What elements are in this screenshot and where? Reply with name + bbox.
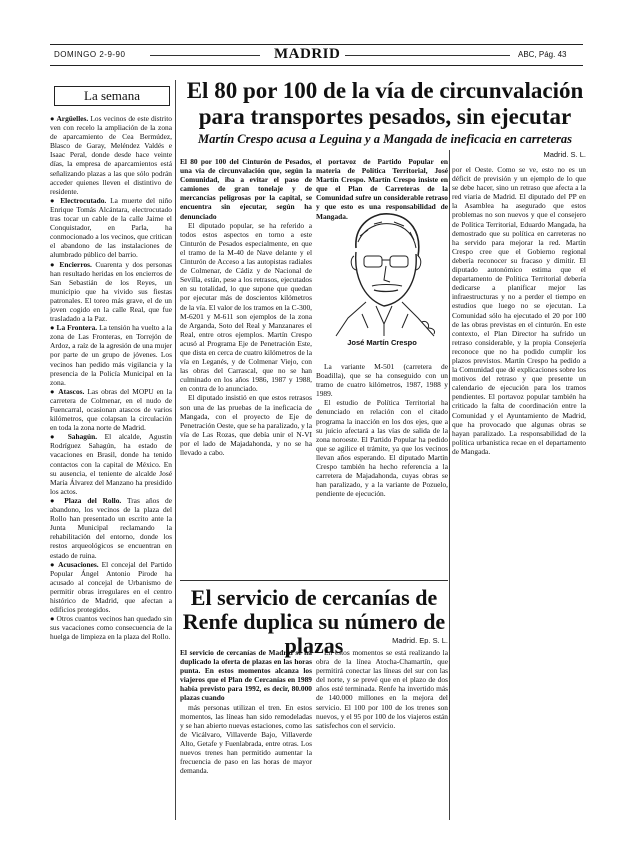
sidebar-item-text: Cuarenta y dos personas han resultado heridas en los encierros de San Sebastián de los Reyes, un municipio que ha vivido sus fiestas patronales. El toreo más grave, el de un joven cogido en la calle Real, que fue trasladado a la Paz. <box>50 259 172 324</box>
article1-lead-2: el portavoz de Partido Popular en materia de Política Territorial, José Martín Crespo. Martín Crespo insiste en que el Plan de Carreteras de la Comunidad sufre un considerable retraso y que esto es una responsabilidad de Mangada. <box>316 157 448 221</box>
sidebar-item: ● Acusaciones. El concejal del Partido Popular Ángel Antonio Pirode ha acusado al concejal de Urbanismo de permitir obras irregulares en el centro histórico de Madrid, que afectan a edificios protegidos. <box>50 559 173 615</box>
sidebar-item-head: Encierros. <box>59 259 92 269</box>
sidebar-item-head: La Frontera. <box>56 323 98 333</box>
portrait-illustration <box>318 202 448 338</box>
sidebar-item-text: El alcalde, Agustín Rodríguez Sahagún, ha estado de vacaciones en Brasil, donde ha tenido contactos con la capital de México. En su ausencia, el teniente de alcalde José María Álvarez del Manzano ha presidido los actos. <box>50 432 172 496</box>
sidebar-item-head: Plaza del Rollo. <box>64 495 122 505</box>
sidebar-item-head: Atascos. <box>58 386 85 396</box>
sidebar-item: ● Otros cuantos vecinos han quedado sin sus vacaciones como consecuencia de la huelga de limpieza en la plaza del Rollo. <box>50 614 172 642</box>
sidebar-item-head: Acusaciones. <box>58 559 99 569</box>
masthead-rule-left <box>150 55 260 56</box>
masthead-page: ABC, Pág. 43 <box>518 50 567 59</box>
article2-column-2 <box>316 648 448 823</box>
sidebar-item-text: Tras años de abandono, los vecinos de la plaza del Rollo han presentado un escrito ante la Junta Municipal reclamando la rehabilitación del entorno, donde los restos arqueológicos se encuentran en estado de ruina. <box>50 495 173 560</box>
sidebar-item-text: Las obras del MOPU en la carretera de Colmenar, en el nudo de Fuencarral, ocasionan atascos de varios kilómetros, que colapsan la circulación en toda la zona norte de Madrid. <box>50 386 172 433</box>
article2-lead: El servicio de cercanías de Madrid se ha duplicado la oferta de plazas en las horas punta. En estos momentos alcanza los viajeros que el Plan de Cercanías en 1989 había previsto para 1992, es decir, 80.000 plazas cuando <box>180 648 312 703</box>
portrait-caption: José Martín Crespo <box>347 338 417 347</box>
article1-col2-body: El estudio de Política Territorial ha denunciado en relación con el citado programa la inacción en los dos ejes, que a su juicio afectará a las vías de salida de la zona noroeste. El Partido Popular ha pedido que se agilice el trámite, ya que los vecinos llevan años esperando. El diputado Martín Crespo también ha hecho referencia a la carretera de Majadahonda, cuyas obras se han paralizado, y a la variante de Pozuelo, pendiente de ejecución. <box>316 398 448 499</box>
article1-subheadline: Martín Crespo acusa a Leguina y a Mangada de ineficacia en carreteras <box>198 132 572 146</box>
sidebar-item: ● Plaza del Rollo. Tras años de abandono, los vecinos de la plaza del Rollo han presentado un escrito ante la Junta Municipal reclamando la rehabilitación del entorno, donde los restos arqueológicos se encuentran en estado de ruina. <box>50 495 173 560</box>
sidebar-item: ● Argüelles. Los vecinos de este distrito ven con recelo la ampliación de la zona de aparcamiento de Cea Bermúdez, Blasco de Garay, Meléndez Valdés e Isaac Peral, donde desde hace veinte días, la empresa de aparcamientos está señalizando plazas a las que sólo podrán acceder quienes lleven el distintivo de residente. <box>50 114 172 196</box>
sidebar-divider <box>175 80 176 820</box>
sidebar-item-text: El concejal del Partido Popular Ángel Antonio Pirode ha acusado al concejal de Urbanismo de permitir obras irregulares en el centro histórico de Madrid, que afectan a edificios protegidos. <box>50 559 173 615</box>
article1-col3-body: por el Oeste. Como se ve, esto no es un déficit de previsión y un ejemplo de lo que se debe hacer, sino un retraso que afecta a la red viaria de Madrid. El diputado del PP en la Asamblea ha asegurado que estos problemas no son nuevos y que el consejero de Política Territorial, Eduardo Mangada, ha demostrado que su política en carreteras no ha servido para mejorar la red. Martín Crespo cree que el Gobierno regional debería reconocer su fracaso y dimitir. El diputado autonómico estima que el departamento de Política Territorial debería dedicarse a planificar mejor las infraestructuras y no a perder el tiempo en estudios que luego no se ejecutan. La Comunidad sólo ha ejecutado el 20 por 100 de las obras previstas en el cinturón. En este contexto, el Plan Director ha sufrido un retraso considerable, y la propia Consejería reconoce que no ha podido cumplir los plazos previstos. Martín Crespo ha pedido a la Comunidad que dé explicaciones sobre los motivos del retraso y que presente un calendario de ejecución para los tramos pendientes. El portavoz popular también ha criticado la falta de coordinación entre la Comunidad y el Ayuntamiento de Madrid, que ha provocado que algunas obras se hayan paralizado. La responsabilidad de la política urbanística recae en el departamento de Mangada. <box>452 165 586 456</box>
article1-byline: Madrid. S. L. <box>543 150 586 159</box>
masthead-rule-right <box>345 55 510 56</box>
masthead-section: MADRID <box>274 46 341 62</box>
sidebar-item: ● La Frontera. La tensión ha vuelto a la zona de Las Fronteras, en Torrejón de Ardoz, a raíz de la agresión de una mujer por parte de un grupo de jóvenes. Los vecinos han pedido más vigilancia y la presencia de la Policía Municipal en la zona. <box>50 323 173 387</box>
sidebar-item-text: Otros cuantos vecinos han quedado sin sus vacaciones como consecuencia de la huelga de limpieza en la plaza del Rollo. <box>50 614 172 642</box>
article1-column-3 <box>452 165 586 815</box>
portrait-sketch-icon <box>318 202 448 338</box>
article1-body-2: El diputado insistió en que estos retrasos son una de las pruebas de la ineficacia de Mangada, con el proyecto de Eje de Penetración Oeste, que se ha paralizado, y la vía de Las Rozas, que debía unir el N-VI por el lado de Majadahonda, y no se ha llevado a cabo. <box>180 393 312 457</box>
sidebar-item-head: Electrocutado. <box>60 195 107 205</box>
sidebar-item: ● Atascos. Las obras del MOPU en la carretera de Colmenar, en el nudo de Fuencarral, ocasionan atascos de varios kilómetros, que colapsan la circulación en toda la zona norte de Madrid. <box>50 386 172 433</box>
article2-headline: El servicio de cercanías de Renfe duplica su número de plazas <box>182 585 446 658</box>
sidebar-item-head: Sahagún. <box>67 432 98 442</box>
sidebar-item-text: La tensión ha vuelto a la zona de Las Fronteras, en Torrejón de Ardoz, a raíz de la agresión de una mujer por parte de un grupo de jóvenes. Los vecinos han pedido más vigilancia y la presencia de la Policía Municipal en la zona. <box>50 323 173 387</box>
sidebar-item-head: Argüelles. <box>56 114 89 123</box>
article1-column-2 <box>316 362 448 574</box>
sidebar-item-text: Los vecinos de este distrito ven con recelo la ampliación de la zona de aparcamiento de Cea Bermúdez, Blasco de Garay, Meléndez Valdés e Isaac Peral, donde desde hace veinte días, la empresa de aparcamientos está señalizando plazas a las que sólo podrán acceder quienes lleven el distintivo de residente. <box>50 114 172 196</box>
article2-byline: Madrid. Ep. S. L. <box>392 636 448 645</box>
sidebar-item-text: La muerte del niño Enrique Tomás Alcántara, electrocutado tras tocar un cable de la calle Jaime el Conquistador, en Parla, ha conmocionado a los vecinos, que critican el abandono de las instalaciones de alumbrado público del barrio. <box>50 195 173 260</box>
masthead-date: DOMINGO 2-9-90 <box>54 50 126 59</box>
article1-lead-continuation <box>316 157 448 221</box>
sidebar-item: ● Sahagún. El alcalde, Agustín Rodríguez Sahagún, ha estado de vacaciones en Brasil, donde ha tenido contactos con la capital de México. En su ausencia, el teniente de alcalde José María Álvarez del Manzano ha presidido los actos. <box>50 432 172 496</box>
article2-body-2: En estos momentos se está realizando la obra de la línea Atocha-Chamartín, que permitirá conectar las líneas del sur con las del norte, y se prevé que en el plazo de dos años esté terminada. Renfe ha invertido más de 140.000 millones en la mejora del servicio. El 100 por 100 de los trenes son nuevos, y el 95 por 100 de los viajeros están satisfechos con el servicio. <box>316 648 448 730</box>
sidebar-column <box>50 114 172 814</box>
column-divider <box>449 150 450 820</box>
article1-headline: El 80 por 100 de la vía de circunvalación para transportes pesados, sin ejecutar <box>186 78 584 129</box>
article2-column-1 <box>180 648 312 823</box>
sidebar-item: ● Electrocutado. La muerte del niño Enrique Tomás Alcántara, electrocutado tras tocar un cable de la calle Jaime el Conquistador, en Parla, ha conmocionado a los vecinos, que critican el abandono de las instalaciones de alumbrado público del barrio. <box>50 195 173 260</box>
article1-body-1: El diputado popular, se ha referido a todos estos aspectos en torno a este Cinturón de Pesados especialmente, en que el tramo de la M-40 de Nave delante y el Cinturón de Acceso a las autopistas radiales de Colmenar, de Cádiz y de Nacional de Sevilla, están, pese a los retrasos, ejecutados en su totalidad, lo que supone que quedan por ejecutar más de doscientos kilómetros de la vía. El valor de los tramos en la C-300, M-6201 y M-611 son ejemplos de la zona de Arganda, Soto del Real y Manzanares el Real, entre otros ejemplos. Martín Crespo acusó al Programa Eje de Penetración Este, que dista en cerca de cuatro kilómetros de la vía en Leganés, y de Colmenar Viejo, con las obras del Carrascal, que no se han culminado en los años 1986, 1987 y 1988, en contra de lo anunciado. <box>180 220 312 394</box>
article1-col2-top: La variante M-501 (carretera de Boadilla), que se ha conseguido con un tramo de cuatro kilómetros, 1987, 1988 y 1989. <box>316 362 448 399</box>
article1-column-1 <box>180 157 312 575</box>
article1-lead: El 80 por 100 del Cinturón de Pesados, una vía de circunvalación que, según la Comunidad, iba a evitar el paso de camiones de gran tonelaje y de mercancías peligrosas por la capital, se encuentra sin ejecutar, según ha denunciado <box>180 157 312 221</box>
sidebar-title: La semana <box>84 88 140 103</box>
article2-top-rule <box>180 580 448 581</box>
sidebar-item: ● Encierros. Cuarenta y dos personas han resultado heridas en los encierros de San Sebastián de los Reyes, un municipio que ha vivido sus fiestas patronales. El toreo más grave, el de un joven cogido en la calle Real, que fue trasladado a la Paz. <box>50 259 172 324</box>
article2-body-1: más personas utilizan el tren. En estos momentos, las líneas han sido remodeladas y se han abierto nuevas estaciones, como las de Vicálvaro, Villaverde Bajo, Villaverde Alto, Getafe y Fuenlabrada, entre otras. Los nuevos trenes han permitido aumentar la frecuencia de paso en las horas de mayor demanda. <box>180 702 312 776</box>
